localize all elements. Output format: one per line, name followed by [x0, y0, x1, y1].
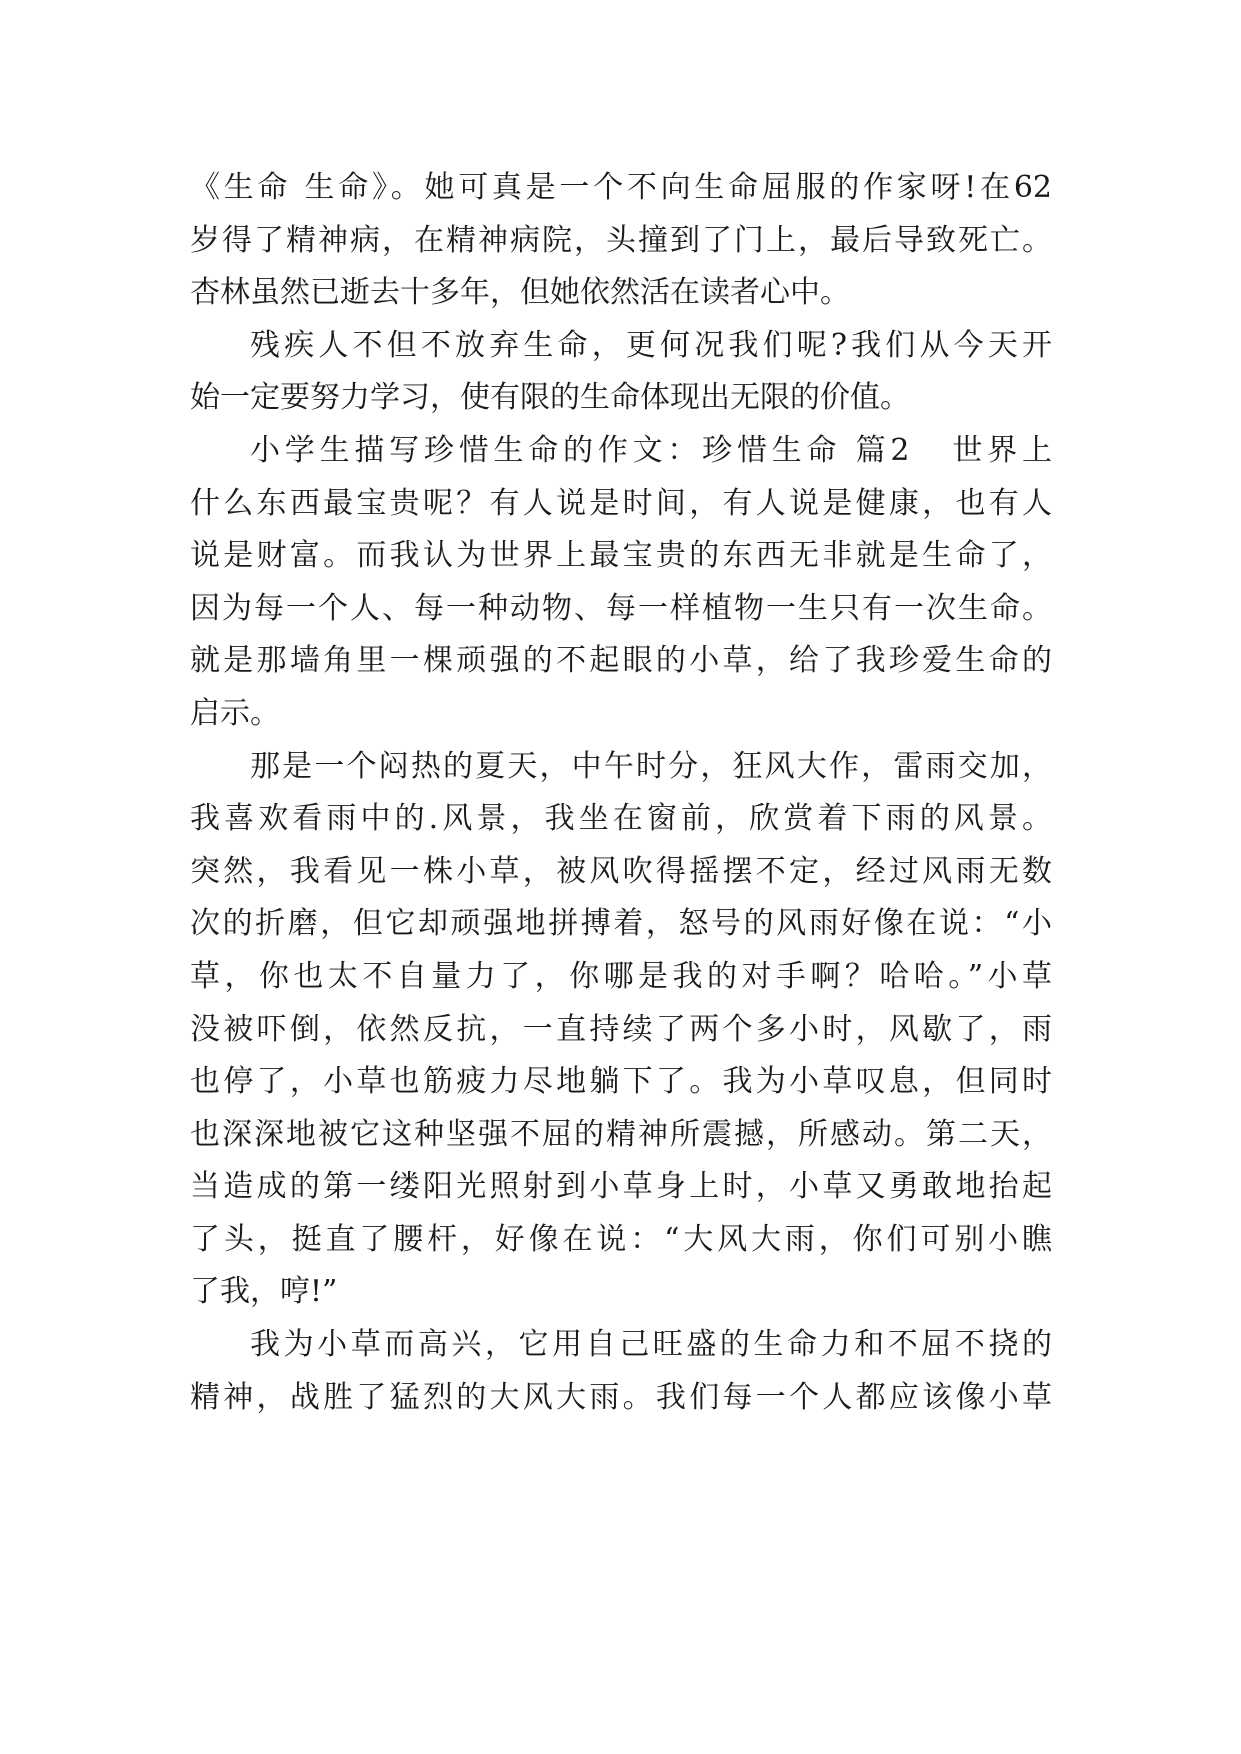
- paragraph: [190, 1319, 1052, 1424]
- text-line: 《生命 生命》。她可真是一个不向生命屈服的作家呀!在62: [190, 170, 1052, 205]
- text-line: 小学生描写珍惜生命的作文：珍惜生命 篇2 世界上: [250, 432, 1052, 468]
- text-line: 也深深地被它这种坚强不屈的精神所震撼，所感动。第二天，: [190, 1116, 1052, 1152]
- text-line: 突然，我看见一株小草，被风吹得摇摆不定，经过风雨无数: [190, 853, 1052, 889]
- text-line: 就是那墙角里一棵顽强的不起眼的小草，给了我珍爱生命的: [190, 643, 1052, 679]
- text-line: 草，你也太不自量力了，你哪是我的对手啊？哈哈。”小草: [190, 958, 1052, 994]
- text-line: 也停了，小草也筋疲力尽地躺下了。我为小草叹息，但同时: [190, 1064, 1052, 1100]
- text-line: 什么东西最宝贵呢？有人说是时间，有人说是健康，也有人: [190, 485, 1052, 521]
- text-line: 因为每一个人、每一种动物、每一样植物一生只有一次生命。: [190, 590, 1052, 626]
- text-line: 说是财富。而我认为世界上最宝贵的东西无非就是生命了，: [190, 538, 1052, 574]
- paragraph: [190, 320, 1052, 425]
- document-page: [190, 162, 1052, 1424]
- paragraph: [190, 741, 1052, 1320]
- text-line: 我为小草而高兴，它用自己旺盛的生命力和不屈不挠的: [250, 1327, 1052, 1363]
- text-line: 那是一个闷热的夏天，中午时分，狂风大作，雷雨交加，: [250, 748, 1052, 784]
- paragraph: [190, 162, 1052, 320]
- text-line: 杏林虽然已逝去十多年，但她依然活在读者心中。: [190, 275, 850, 311]
- text-line: 精神，战胜了猛烈的大风大雨。我们每一个人都应该像小草: [190, 1379, 1052, 1415]
- text-line: 岁得了精神病，在精神病院，头撞到了门上，最后导致死亡。: [190, 222, 1052, 258]
- text-line: 残疾人不但不放弃生命，更何况我们呢?我们从今天开: [250, 327, 1052, 363]
- text-line: 我喜欢看雨中的.风景，我坐在窗前，欣赏着下雨的风景。: [190, 801, 1052, 837]
- text-line: 启示。: [190, 695, 280, 731]
- text-line: 当造成的第一缕阳光照射到小草身上时，小草又勇敢地抬起: [190, 1169, 1052, 1205]
- text-line: 了头，挺直了腰杆，好像在说：“大风大雨，你们可别小瞧: [190, 1221, 1052, 1257]
- paragraph: [190, 425, 1052, 741]
- text-line: 次的折磨，但它却顽强地拼搏着，怒号的风雨好像在说：“小: [190, 906, 1052, 942]
- text-line: 没被吓倒，依然反抗，一直持续了两个多小时，风歇了，雨: [190, 1011, 1052, 1047]
- text-line: 始一定要努力学习，使有限的生命体现出无限的价值。: [190, 380, 910, 416]
- text-line: 了我，哼!”: [190, 1274, 338, 1310]
